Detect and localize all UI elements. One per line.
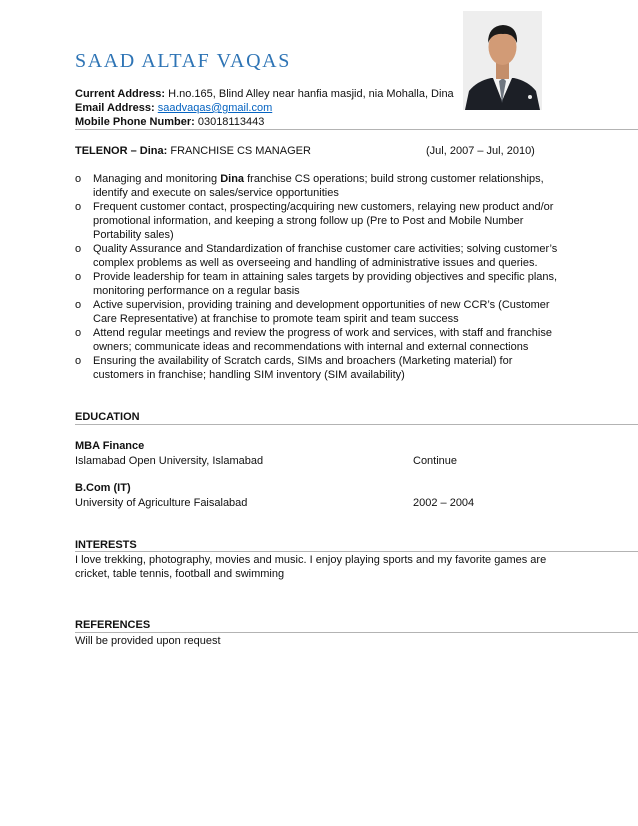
company-name: TELENOR – Dina: — [75, 145, 168, 157]
list-item: o Provide leadership for team in attaining sales targets by providing objectives and specific plans, monitoring performance on a regular basis — [75, 271, 558, 297]
institution: University of Agriculture Faisalabad — [75, 497, 248, 509]
interests-divider — [75, 551, 638, 552]
references-heading: REFERENCES — [75, 619, 151, 631]
degree-title: B.Com (IT) — [75, 482, 131, 494]
candidate-name: SAAD ALTAF VAQAS — [75, 50, 291, 72]
education-heading: EDUCATION — [75, 411, 140, 423]
references-divider — [75, 632, 638, 633]
bullet-marker: o — [75, 271, 82, 283]
phone-label: Mobile Phone Number: — [75, 116, 195, 128]
education-divider — [75, 424, 638, 425]
job-title-line — [75, 145, 311, 157]
study-period: 2002 – 2004 — [413, 497, 475, 509]
job-dates: (Jul, 2007 – Jul, 2010) — [426, 145, 535, 157]
address-value: H.no.165, Blind Alley near hanfia masjid, nia Mohalla, Dina — [165, 88, 454, 100]
responsibility-list — [75, 172, 565, 382]
bullet-marker: o — [75, 355, 82, 367]
email-link[interactable]: saadvaqas@gmail.com — [157, 102, 273, 114]
address-label: Current Address: — [75, 88, 166, 100]
email-label: Email Address: — [75, 102, 155, 114]
references-text: Will be provided upon request — [75, 635, 221, 647]
header-divider — [75, 129, 638, 130]
bullet-marker: o — [75, 327, 82, 339]
study-period: Continue — [413, 455, 458, 467]
degree-title: MBA Finance — [75, 440, 145, 452]
job-position: FRANCHISE CS MANAGER — [167, 145, 311, 157]
address-line — [75, 87, 454, 101]
bullet-marker: o — [75, 173, 82, 185]
interests-text: I love trekking, photography, movies and music. I enjoy playing sports and my favorite games are cricket, table tennis, football and swimming — [75, 554, 547, 580]
list-item: o Managing and monitoring Dina franchise CS operations; build strong customer relationships, identify and execute on sales/service opportunities — [75, 173, 544, 199]
bullet-marker: o — [75, 243, 82, 255]
list-item: o Frequent customer contact, prospecting/acquiring new customers, relaying new product and/or promotional information, and keeping a strong follow up (Pre to Post and Mobile Number Portability sales) — [75, 201, 554, 241]
bullet-marker: o — [75, 299, 82, 311]
phone-line — [75, 115, 264, 129]
interests-heading: INTERESTS — [75, 539, 137, 551]
institution: Islamabad Open University, Islamabad — [75, 455, 264, 467]
bullet-marker: o — [75, 201, 82, 213]
profile-photo — [463, 11, 542, 110]
list-item: o Ensuring the availability of Scratch cards, SIMs and broachers (Marketing material) for customers in franchise; handling SIM inventory (SIM availability) — [75, 355, 513, 381]
list-item: o Attend regular meetings and review the progress of work and services, with staff and franchise owners; communicate ideas and recommendations with internal and external connections — [75, 327, 552, 353]
phone-value: 03018113443 — [194, 116, 265, 128]
email-line — [75, 101, 272, 115]
list-item: o Quality Assurance and Standardization of franchise customer care activities; solving customer’s complex problems as well as overseeing and handling of administrative issues and queries. — [75, 243, 558, 269]
list-item: o Active supervision, providing training and development opportunities of new CCR’s (Customer Care Representative) at franchise to promote team spirit and team success — [75, 299, 550, 325]
